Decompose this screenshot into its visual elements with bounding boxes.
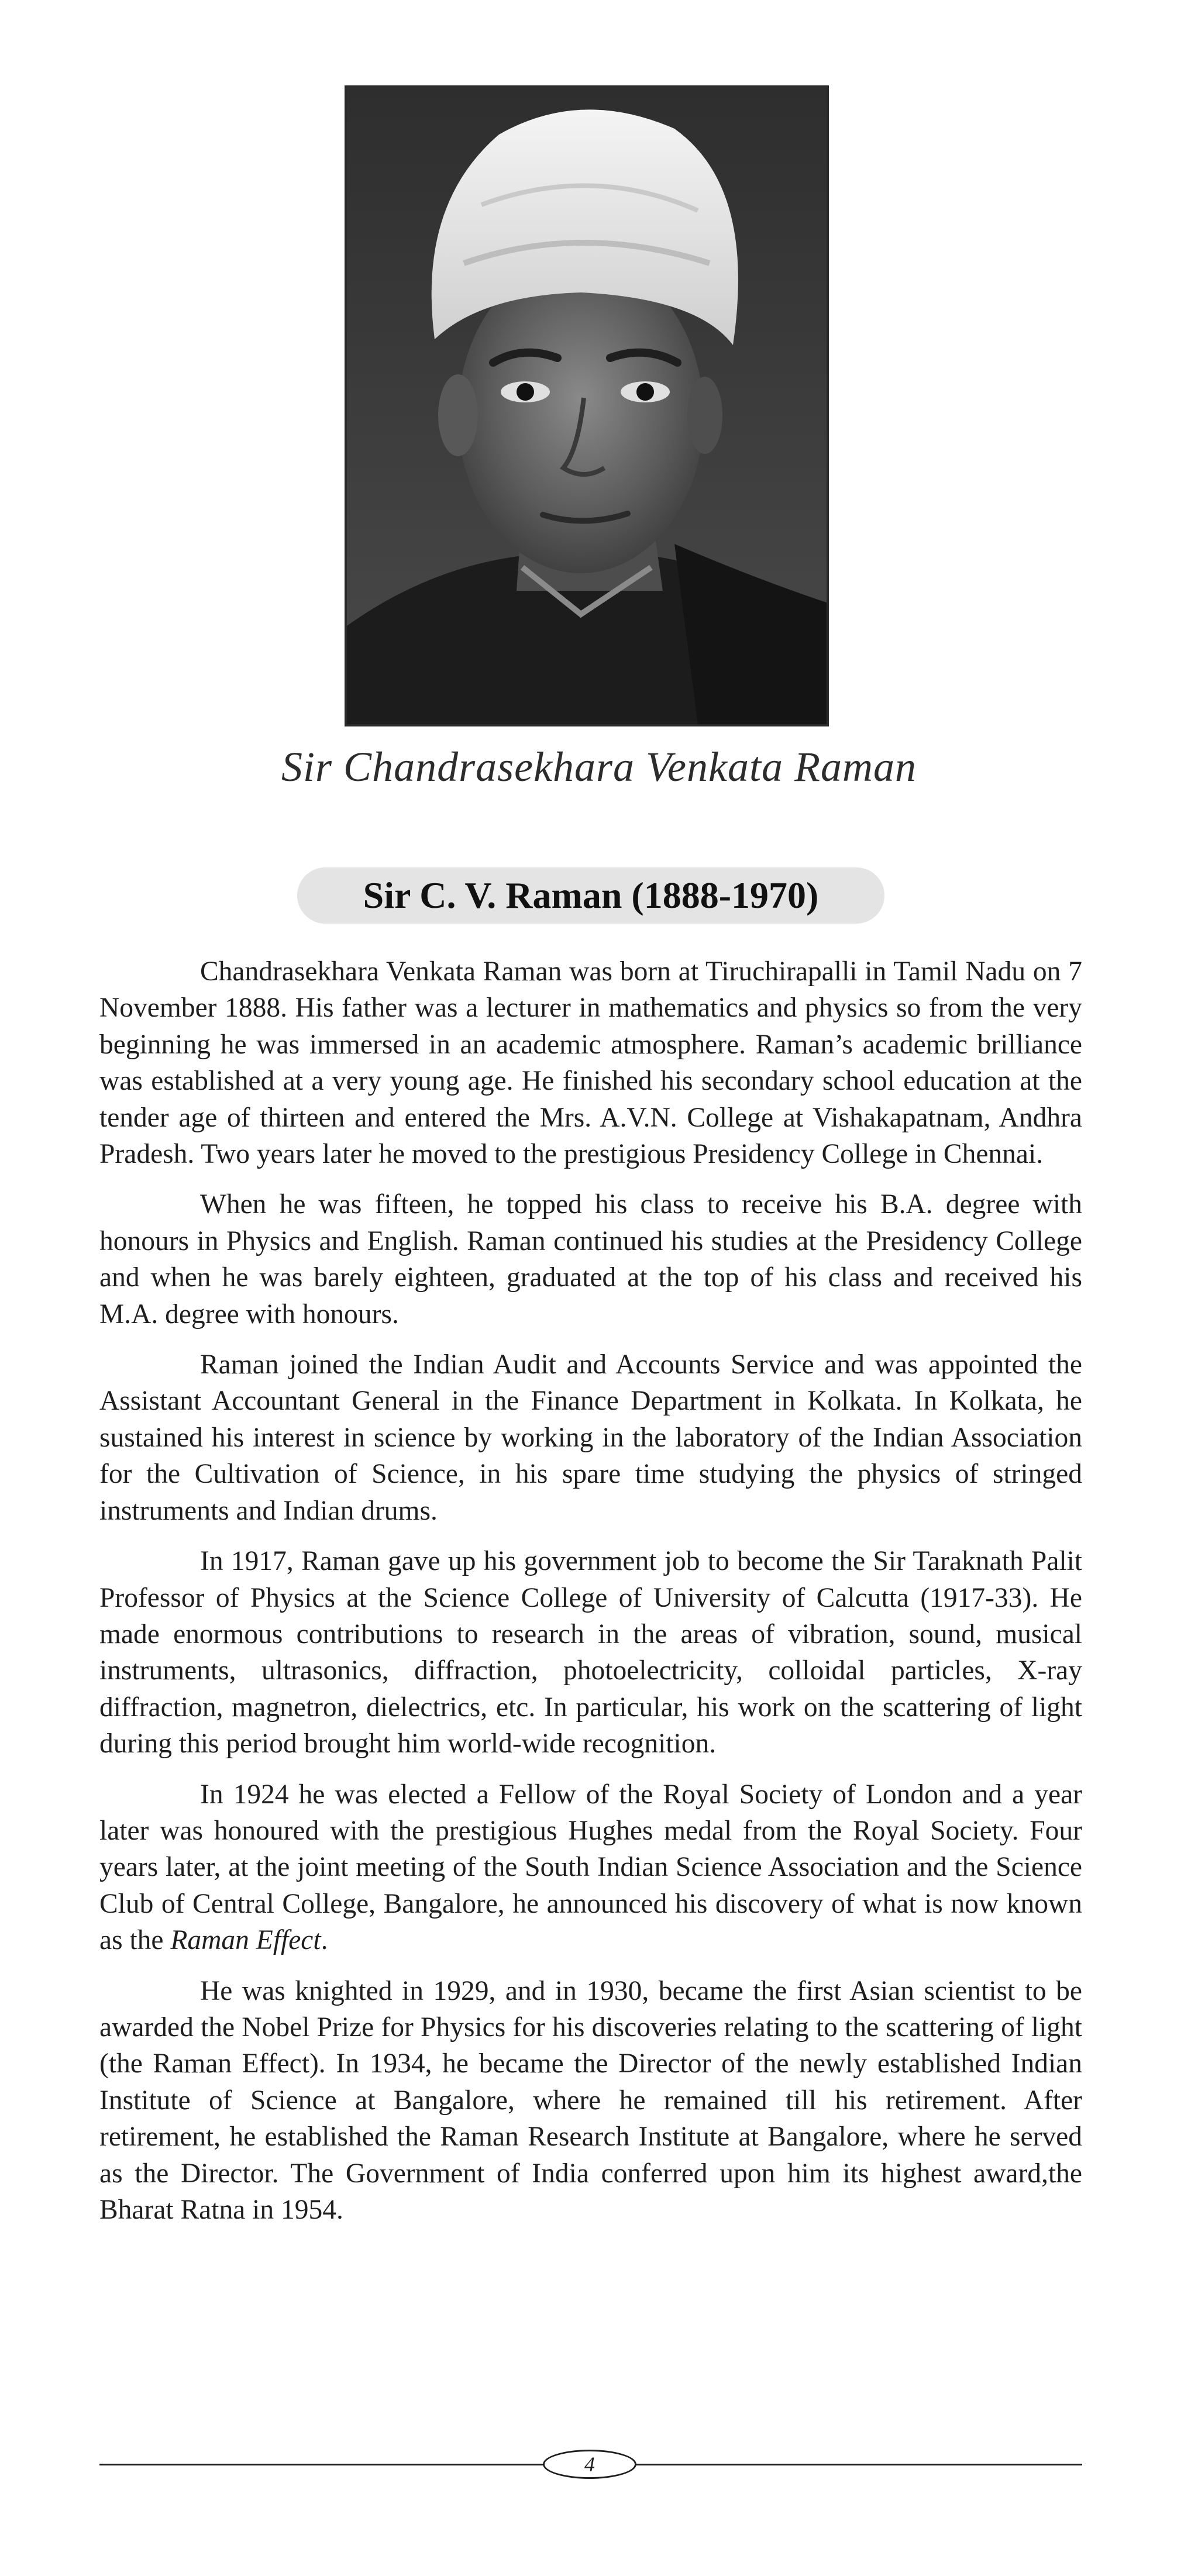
paragraph-1 [99, 953, 1082, 1172]
paragraph-4-text: In 1917, Raman gave up his government job to become the Sir Taraknath Palit Professor of Physics at the Science College of University of Calcutta (1917-33). He made enormous contributions to research in the areas of vibration, sound, musical instruments, ultrasonics, diffraction, photoelectricity, colloidal particles, X-ray diffraction, magnetron, dielectrics, etc. In particular, his work on the scattering of light during this period brought him world-wide recognition. [99, 1546, 1082, 1759]
page-number: 4 [543, 2450, 636, 2479]
paragraph-5 [99, 1776, 1082, 1959]
paragraph-3 [99, 1346, 1082, 1529]
biography-text [99, 953, 1082, 2242]
paragraph-5-text: In 1924 he was elected a Fellow of the Royal Society of London and a year later was honoured with the prestigious Hughes medal from the Royal Society. Four years later, at the joint meeting of the South Indian Science Association and the Science Club of Central College, Bangalore, he announced his discovery of what is now known as the [99, 1779, 1082, 1956]
raman-effect-emphasis: Raman Effect [170, 1925, 321, 1956]
portrait-photo [345, 85, 829, 726]
paragraph-4 [99, 1543, 1082, 1762]
paragraph-3-text: Raman joined the Indian Audit and Accounts Service and was appointed the Assistant Accountant General in the Finance Department in Kolkata. In Kolkata, he sustained his interest in science by working in the laboratory of the Indian Association for the Cultivation of Science, in his spare time studying the physics of stringed instruments and Indian drums. [99, 1349, 1082, 1526]
portrait-caption: Sir Chandrasekhara Venkata Raman [281, 743, 917, 790]
page-title: Sir C. V. Raman (1888-1970) [363, 874, 819, 916]
paragraph-2-text: When he was fifteen, he topped his class to receive his B.A. degree with honours in Physics and English. Raman continued his studies at the Presidency College and when he was barely eighteen, graduated at the top of his class and received his M.A. degree with honours. [99, 1189, 1082, 1330]
paragraph-2 [99, 1186, 1082, 1332]
portrait-image [347, 88, 827, 724]
paragraph-5-end: . [321, 1925, 328, 1956]
paragraph-1-text: Chandrasekhara Venkata Raman was born at Tiruchirapalli in Tamil Nadu on 7 November 1888. His father was a lecturer in mathematics and physics so from the very beginning he was immersed in an academic atmosphere. Raman’s academic brilliance was established at a very young age. He finished his secondary school education at the tender age of thirteen and entered the Mrs. A.V.N. College at Vishakapatnam, Andhra Pradesh. Two years later he moved to the prestigious Presidency College in Chennai. [99, 956, 1082, 1170]
footer-rule-right [635, 2464, 1082, 2465]
footer-rule-left [99, 2464, 545, 2465]
paragraph-6-text: He was knighted in 1929, and in 1930, became the first Asian scientist to be awarded the Nobel Prize for Physics for his discoveries relating to the scattering of light (the Raman Effect). In 1934, he became the Director of the newly established Indian Institute of Science at Bangalore, where he remained till his retirement. After retirement, he established the Raman Research Institute at Bangalore, where he served as the Director. The Government of India conferred upon him its highest award,the Bharat Ratna in 1954. [99, 1975, 1082, 2225]
paragraph-6 [99, 1973, 1082, 2229]
